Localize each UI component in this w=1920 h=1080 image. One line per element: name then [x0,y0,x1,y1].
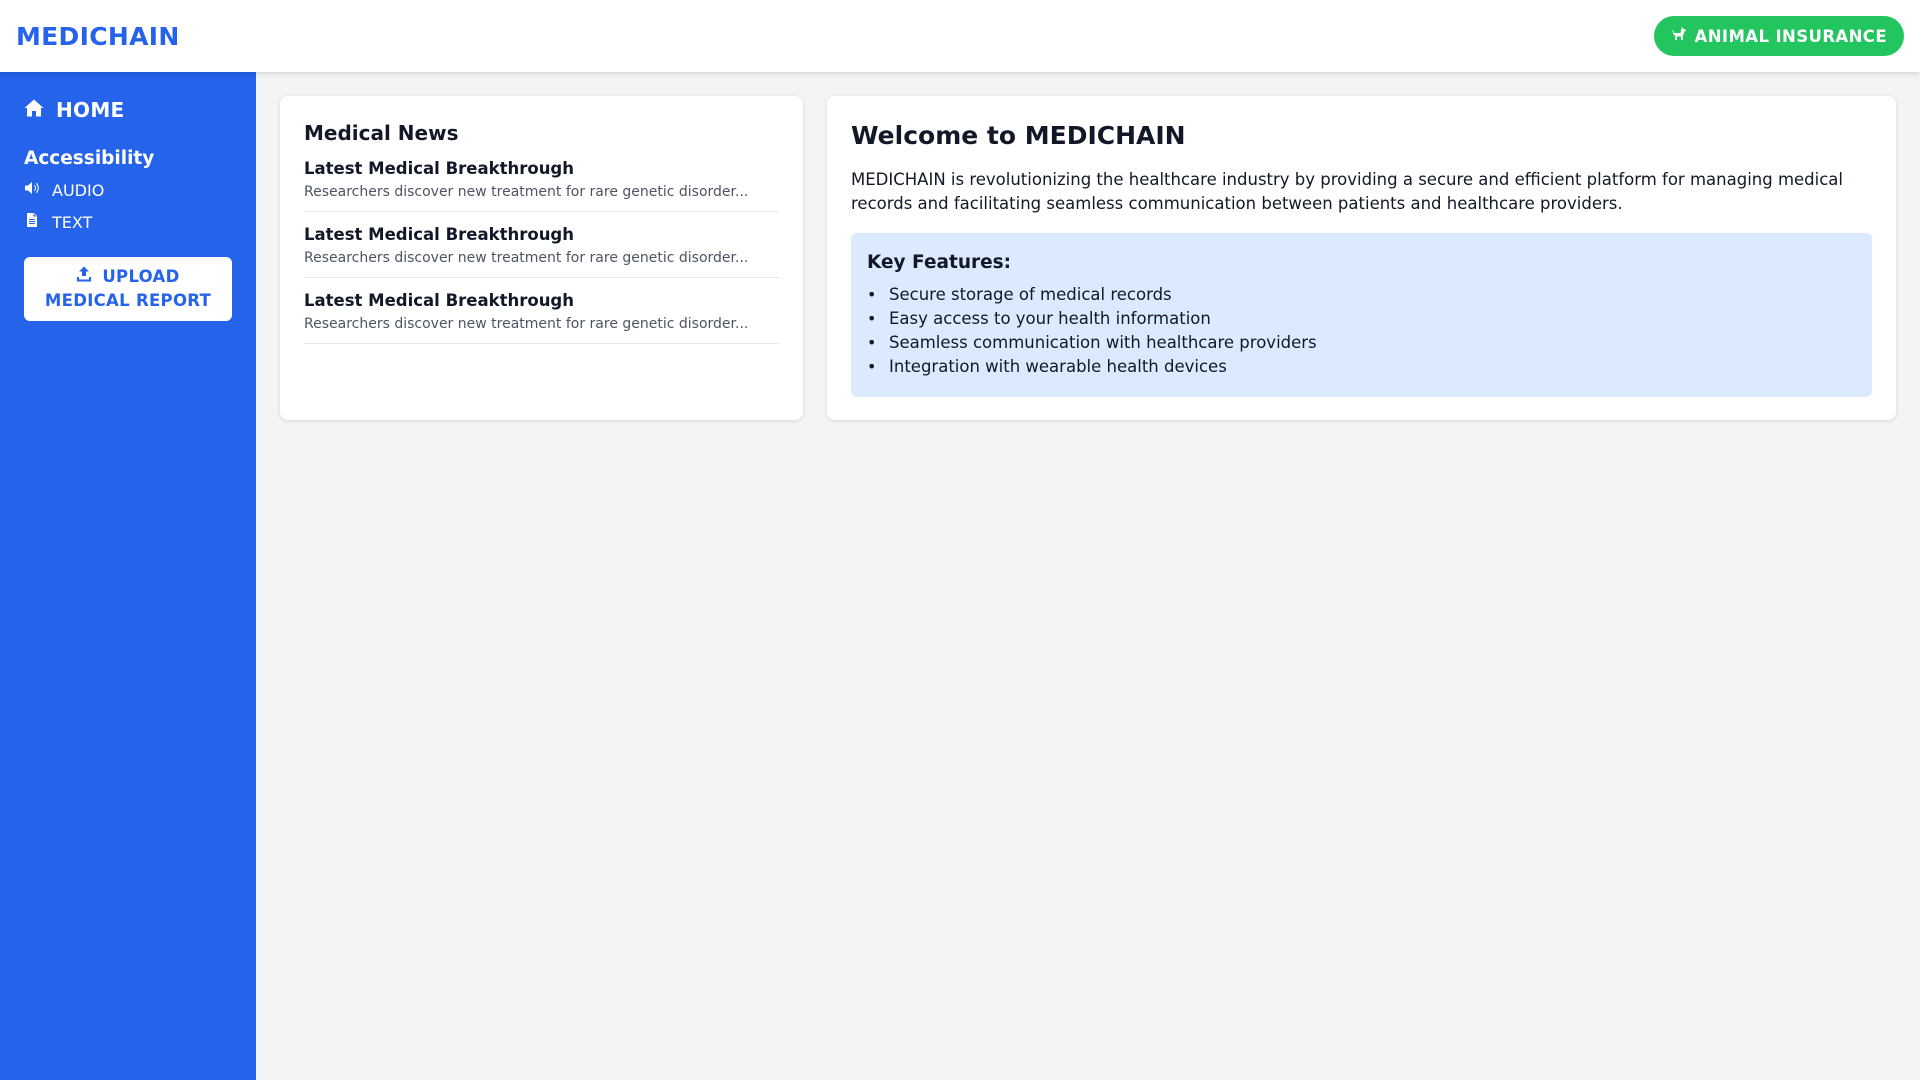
feature-item: • Integration with wearable health devices [867,355,1856,379]
welcome-intro: MEDICHAIN is revolutionizing the healthcare industry by providing a secure and efficient platform for managing medical records and facilitating seamless communication between patients and healthcare providers. [851,170,1843,213]
sidebar-item-audio-label: AUDIO [52,180,105,200]
sidebar-item-home[interactable] [24,96,232,124]
news-summary: Researchers discover new treatment for rare genetic disorder... [304,250,749,266]
file-text-icon [24,212,40,232]
feature-item: • Secure storage of medical records [867,283,1856,307]
sidebar [0,72,256,1080]
welcome-title: Welcome to MEDICHAIN [851,121,1186,150]
news-list [304,158,779,344]
home-icon [24,98,44,122]
volume-icon [24,180,40,200]
sidebar-item-text-label: TEXT [52,212,93,232]
dog-icon [1671,26,1687,46]
news-headline: Latest Medical Breakthrough [304,291,574,310]
news-item[interactable] [304,224,779,278]
welcome-card [827,96,1896,420]
key-features-box [851,233,1872,397]
upload-icon [76,265,92,289]
upload-label-line2: MEDICAL REPORT [44,291,212,310]
news-summary: Researchers discover new treatment for rare genetic disorder... [304,184,749,200]
features-list [867,283,1856,379]
animal-insurance-label: ANIMAL INSURANCE [1694,26,1887,46]
medical-news-title: Medical News [304,121,459,145]
sidebar-item-audio[interactable] [24,179,232,201]
feature-item: • Seamless communication with healthcare providers [867,331,1856,355]
feature-item: • Easy access to your health information [867,307,1856,331]
sidebar-item-home-label: HOME [56,98,125,122]
animal-insurance-button[interactable] [1654,16,1904,56]
top-header [0,0,1920,72]
medical-news-card [280,96,803,420]
news-item[interactable] [304,290,779,344]
accessibility-heading: Accessibility [24,148,155,169]
sidebar-item-text[interactable] [24,211,232,233]
news-headline: Latest Medical Breakthrough [304,225,574,244]
key-features-title: Key Features: [867,252,1012,273]
news-item[interactable] [304,158,779,212]
news-headline: Latest Medical Breakthrough [304,159,574,178]
brand-logo[interactable]: MEDICHAIN [16,21,180,51]
upload-label-line1: UPLOAD [102,267,180,286]
upload-medical-report-button[interactable] [24,257,232,321]
news-summary: Researchers discover new treatment for rare genetic disorder... [304,316,749,332]
